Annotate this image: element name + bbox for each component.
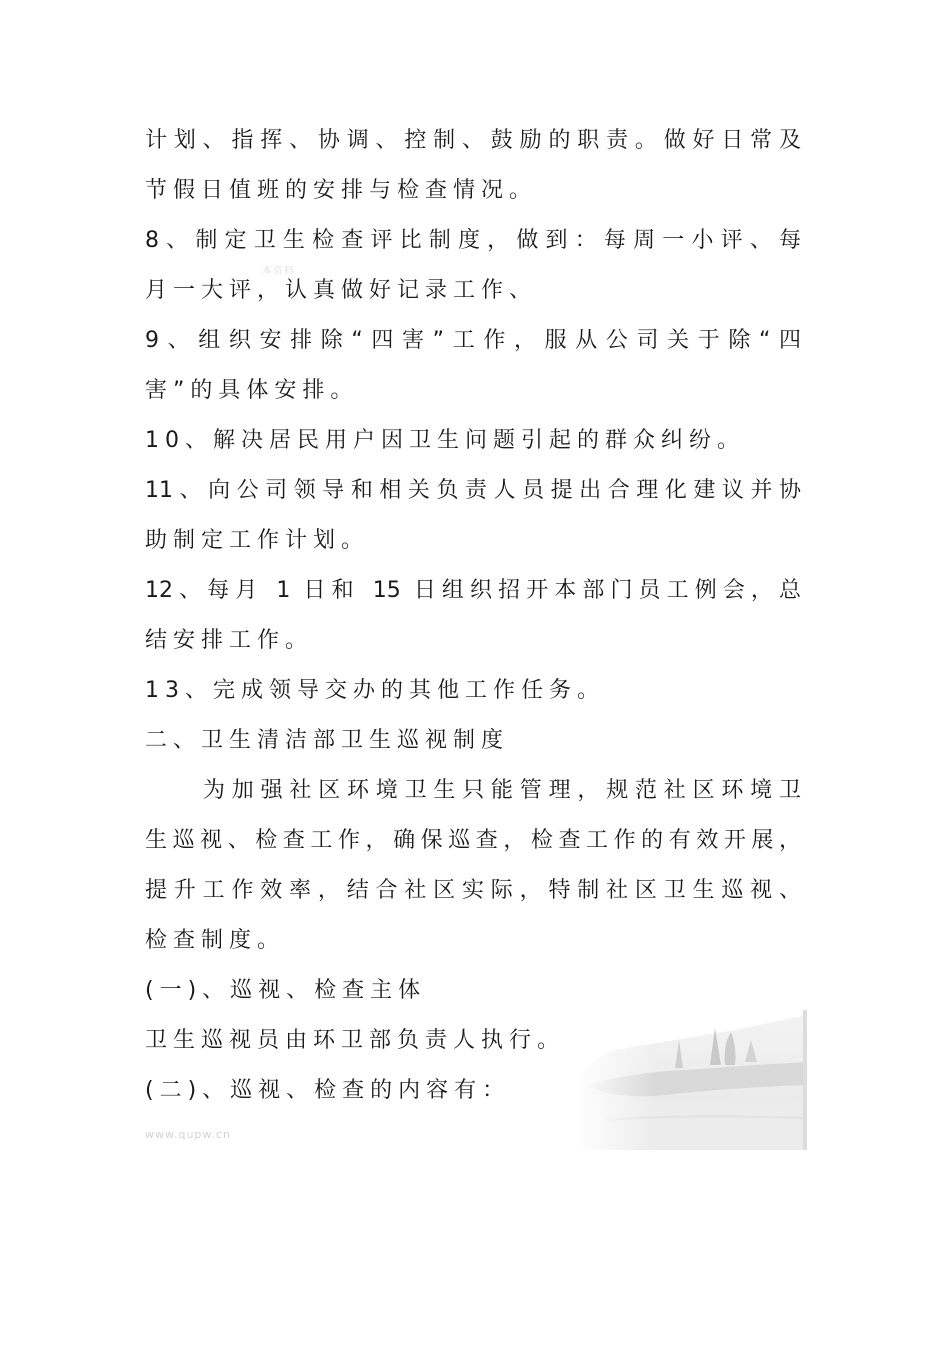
text-line-7: 10、解决居民用户因卫生问题引起的群众纠纷。: [145, 428, 745, 453]
text-line-3: 8、制定卫生检查评比制度，做到：每周一小评、每: [145, 228, 801, 253]
watermark-landscape-image: [575, 1010, 807, 1150]
text-line-19: 卫生巡视员由环卫部负责人执行。: [145, 1028, 566, 1053]
subsection-heading-2: (二)、巡视、检查的内容有：: [145, 1078, 511, 1103]
text-line-6: 害”的具体安排。: [145, 378, 359, 403]
subsection-heading-1: (一)、巡视、检查主体: [145, 978, 427, 1003]
text-line-12: 13、完成领导交办的其他工作任务。: [145, 678, 605, 703]
text-line-2: 节假日值班的安排与检查情况。: [145, 178, 538, 203]
text-line-5: 9、组织安排除“四害”工作，服从公司关于除“四: [145, 328, 801, 353]
watermark-url: www.qupw.cn: [145, 1128, 231, 1141]
text-line-15: 生巡视、检查工作，确保巡查，检查工作的有效开展，: [145, 828, 801, 853]
section-heading: 二、卫生清洁部卫生巡视制度: [145, 728, 510, 753]
text-line-11: 结安排工作。: [145, 628, 314, 653]
text-line-8: 11、向公司领导和相关负责人员提出合理化建议并协: [145, 478, 801, 503]
text-line-9: 助制定工作计划。: [145, 528, 370, 553]
text-line-16: 提升工作效率，结合社区实际，特制社区卫生巡视、: [145, 878, 801, 903]
text-line-14: 为加强社区环境卫生只能管理，规范社区环境卫: [203, 778, 801, 803]
text-line-17: 检查制度。: [145, 928, 286, 953]
text-line-10: 12、每月 1 日和 15 日组织招开本部门员工例会，总: [145, 578, 801, 603]
text-line-4: 月一大评，认真做好记录工作、: [145, 278, 538, 303]
text-line-1: 计划、指挥、协调、控制、鼓励的职责。做好日常及: [145, 128, 801, 153]
watermark-stamp: 本资料: [262, 266, 295, 277]
